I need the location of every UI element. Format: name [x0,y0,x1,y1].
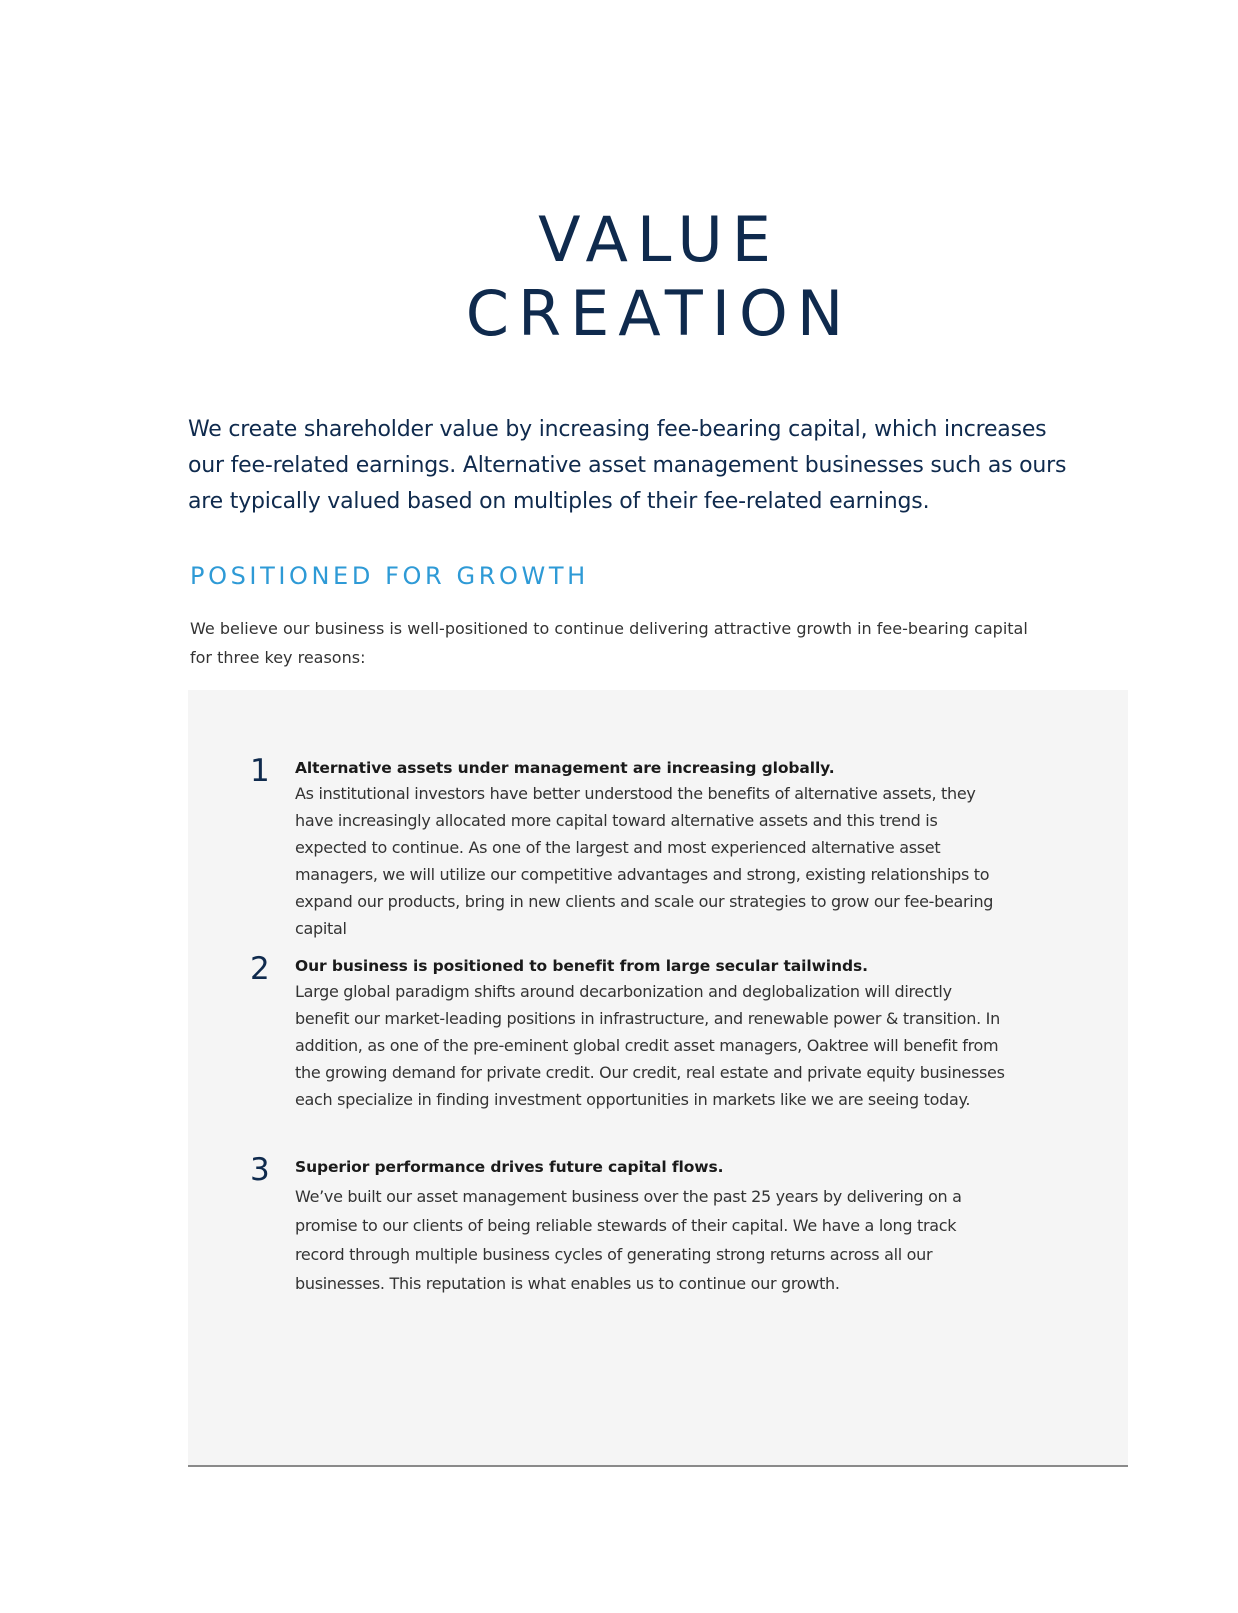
section-lead: We believe our business is well-positioned to continue delivering attractive growth in fee-bearing capital for three key reasons: [190,619,1028,667]
reason-text: As institutional investors have better understood the benefits of alternative assets, they have increasingly allocated more capital toward alternative assets and this trend is expected to continue. As one of the largest and most experienced alternative asset managers, we will utilize our competitive advantages and strong, existing relationships to expand our products, bring in new clients and scale our strategies to grow our fee-bearing capital [295,784,994,938]
reason-text: Large global paradigm shifts around decarbonization and deglobalization will directly benefit our market-leading positions in infrastructure, and renewable power & transition. In addition, as one of the pre-eminent global credit asset managers, Oaktree will benefit from the growing demand for private credit. Our credit, real estate and private equity businesses each specialize in finding investment opportunities in markets like we are seeing today. [295,982,1005,1109]
reason-heading: Our business is positioned to benefit from large secular tailwinds. [295,957,868,975]
reason-content [295,1156,1005,1298]
page-title-line-1: VALUE [538,203,780,276]
section-heading: POSITIONED FOR GROWTH [190,562,589,590]
reason-number: 1 [250,753,270,789]
reason-number: 3 [250,1152,270,1188]
page-title-line-2: CREATION [465,277,853,350]
reason-heading: Superior performance drives future capital flows. [295,1158,724,1176]
reason-text: We’ve built our asset management business over the past 25 years by delivering on a promise to our clients of being reliable stewards of their capital. We have a long track record through multiple business cycles of generating strong returns across all our businesses. This reputation is what enables us to continue our growth. [295,1187,962,1293]
reason-content [295,955,1005,1113]
reason-content [295,757,1005,942]
reason-heading: Alternative assets under management are increasing globally. [295,759,835,777]
page-title [0,203,1238,351]
intro-paragraph: We create shareholder value by increasing fee-bearing capital, which increases our fee-related earnings. Alternative asset management businesses such as ours are typically valued based on multiples of their fee-related earnings. [188,417,1067,514]
reasons-panel [188,690,1128,1467]
reason-number: 2 [250,951,270,987]
